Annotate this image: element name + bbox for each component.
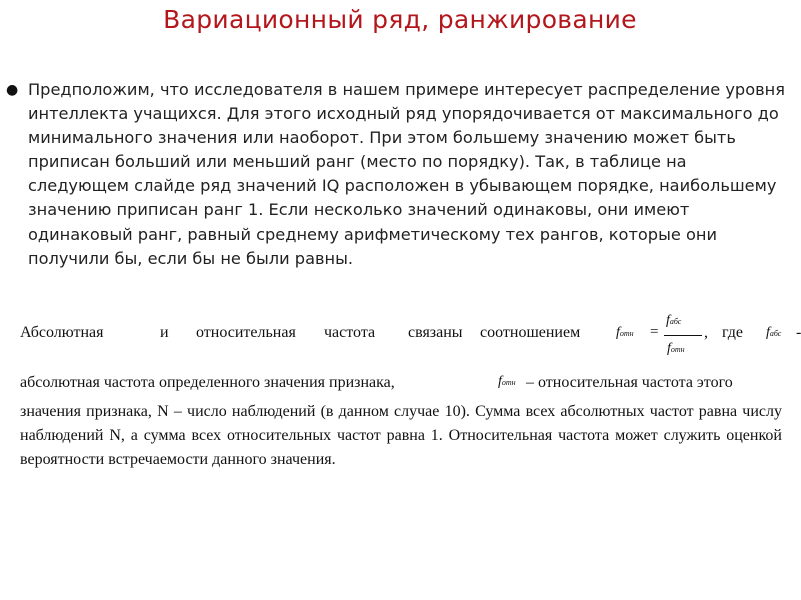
formula-f-rel-inline: fотн bbox=[498, 374, 516, 389]
fraction-bar bbox=[664, 335, 702, 336]
line2-start: абсолютная частота определенного значения признака, bbox=[20, 374, 395, 391]
paragraph-line2 bbox=[20, 370, 782, 395]
word-and: и bbox=[160, 324, 169, 341]
formula-line bbox=[20, 311, 801, 363]
line2-end: – относительная частота этого bbox=[526, 374, 733, 391]
formula-equals: = bbox=[650, 324, 659, 340]
word-relation: соотношением bbox=[480, 324, 581, 341]
word-frequency: частота bbox=[324, 324, 376, 341]
word-absolute: Абсолютная bbox=[20, 324, 104, 341]
word-where: где bbox=[722, 324, 744, 341]
formula-f-rel: fотн bbox=[616, 325, 634, 340]
formula-comma: , bbox=[704, 324, 708, 341]
bullet-dot-icon: ● bbox=[6, 82, 19, 98]
bullet-item bbox=[6, 78, 791, 271]
formula-numerator: fабс bbox=[666, 313, 682, 328]
formula-denominator: fотн bbox=[667, 341, 685, 356]
formula-f-abs: fабс bbox=[766, 325, 782, 340]
slide-title: Вариационный ряд, ранжирование bbox=[163, 5, 637, 34]
word-linked: связаны bbox=[408, 324, 463, 341]
paragraph-rest: значения признака, N – число наблюдений (в данном случае 10). Сумма всех абсолютных частот равна числу наблюдений N, а сумма всех относительных частот равна 1. Относительная частота может служить оценкой вероятности встречаемости данного значения. bbox=[20, 403, 782, 469]
bullet-text: Предположим, что исследователя в нашем примере интересует распределение уровня интеллекта учащихся. Для этого исходный ряд упорядочивается от максимального до минимального значения или наоборот. При этом большему значению может быть приписан больший или меньший ранг (место по порядку). Так, в таблице на следующем слайде ряд значений IQ расположен в убывающем порядке, наибольшему значению приписан ранг 1. Если несколько значений одинаковы, они имеют одинаковый ранг, равный среднему арифметическому тех рангов, которые они получили бы, если бы не были равны. bbox=[28, 80, 785, 268]
word-relative: относительная bbox=[196, 324, 296, 341]
formula-dash: - bbox=[796, 324, 801, 341]
